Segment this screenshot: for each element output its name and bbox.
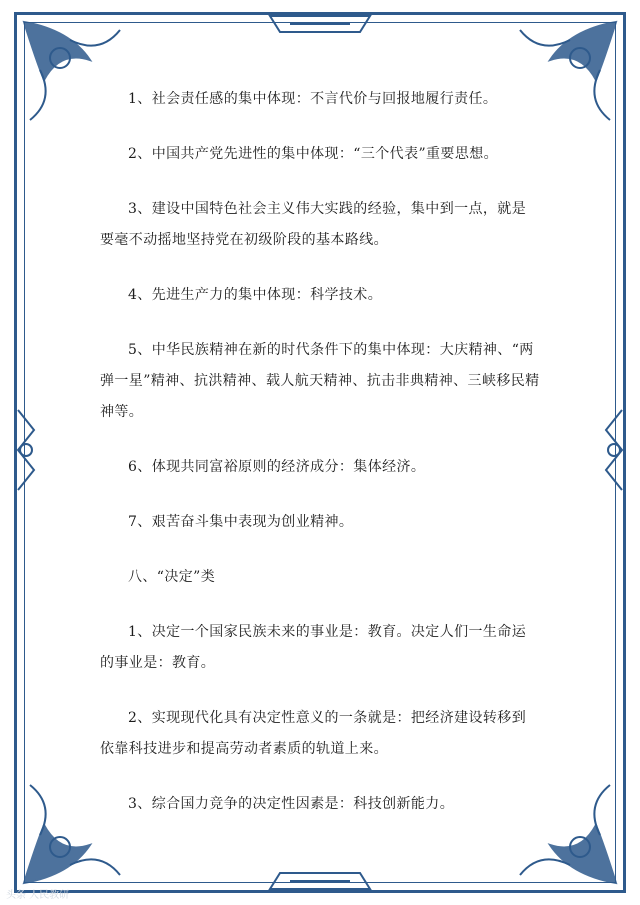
bottom-center-ornament: [270, 873, 370, 889]
paragraph-8: 1、决定一个国家民族未来的事业是：教育。决定人们一生命运的事业是：教育。: [100, 624, 527, 671]
top-center-ornament: [270, 16, 370, 32]
paragraph-3: 3、建设中国特色社会主义伟大实践的经验，集中到一点，就是要毫不动摇地坚持党在初级阶段的基本路线。: [100, 201, 527, 248]
paragraph-5: 5、中华民族精神在新的时代条件下的集中体现：大庆精神、“两弹一星”精神、抗洪精神、载人航天精神、抗击非典精神、三峡移民精神等。: [100, 342, 540, 420]
right-center-ornament: [606, 410, 622, 490]
paragraph-1: 1、社会责任感的集中体现：不言代价与回报地履行责任。: [128, 91, 498, 107]
paragraph-7: 7、艰苦奋斗集中表现为创业精神。: [128, 514, 354, 530]
paragraph-4: 4、先进生产力的集中体现：科学技术。: [128, 287, 383, 303]
paragraph-10: 3、综合国力竞争的决定性因素是：科技创新能力。: [128, 796, 455, 812]
paragraph-2: 2、中国共产党先进性的集中体现：“三个代表”重要思想。: [128, 146, 499, 162]
section-heading: 八、“决定”类: [128, 569, 216, 585]
document-body: [100, 84, 540, 820]
paragraph-9: 2、实现现代化具有决定性意义的一条就是：把经济建设转移到依靠科技进步和提高劳动者素质的轨道上来。: [100, 710, 527, 757]
left-center-ornament: [18, 410, 34, 490]
watermark: 头条 人民教研: [6, 890, 70, 901]
paragraph-6: 6、体现共同富裕原则的经济成分：集体经济。: [128, 459, 426, 475]
